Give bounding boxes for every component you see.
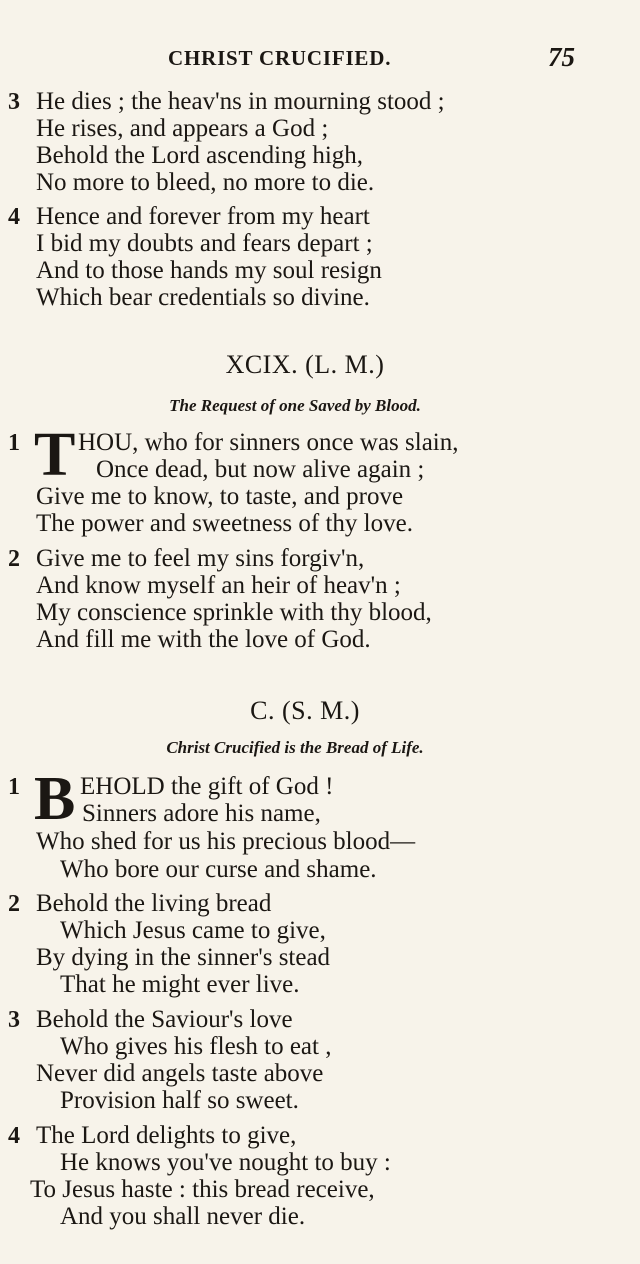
verse-number: 4 — [8, 1123, 20, 1149]
verse-line: By dying in the sinner's stead — [36, 944, 331, 971]
hymn-title: XCIX. (L. M.) — [225, 350, 385, 379]
verse-line: Behold the Saviour's love — [36, 1006, 293, 1033]
verse-number: 1 — [8, 774, 20, 800]
verse-line: Who gives his flesh to eat , — [60, 1033, 332, 1060]
verse-line: That he might ever live. — [60, 971, 300, 998]
verse-line: Which bear credentials so divine. — [36, 284, 370, 311]
verse-line: No more to bleed, no more to die. — [36, 169, 375, 196]
verse-line: HOU, who for sinners once was slain, — [78, 429, 459, 456]
verse-line: I bid my doubts and fears depart ; — [36, 230, 373, 257]
verse-line: He knows you've nought to buy : — [60, 1149, 391, 1176]
verse-line: Give me to know, to taste, and prove — [36, 483, 404, 510]
verse-line: Behold the Lord ascending high, — [36, 142, 364, 169]
verse-number: 3 — [8, 89, 20, 115]
verse-line: The power and sweetness of thy love. — [36, 510, 413, 537]
hymn-subtitle: The Request of one Saved by Blood. — [169, 396, 421, 415]
verse-line: Sinners adore his name, — [82, 800, 321, 827]
page-header — [0, 42, 640, 78]
verse-number: 3 — [8, 1007, 20, 1033]
verse-line: My conscience sprinkle with thy blood, — [36, 599, 432, 626]
drop-cap: T — [34, 421, 76, 489]
verse-line: Who bore our curse and shame. — [60, 856, 377, 883]
verse-line: He dies ; the heav'ns in mourning stood ; — [36, 88, 445, 115]
verse-line: Behold the living bread — [36, 890, 272, 917]
verse-line: He rises, and appears a God ; — [36, 115, 329, 142]
page-number: 75 — [548, 42, 575, 72]
running-title: CHRIST CRUCIFIED. — [168, 46, 392, 70]
verse-line: EHOLD the gift of God ! — [80, 773, 334, 800]
verse-line: Give me to feel my sins forgiv'n, — [36, 545, 365, 572]
verse-number: 1 — [8, 430, 20, 456]
verse-number: 4 — [8, 204, 20, 230]
verse-line: And know myself an heir of heav'n ; — [36, 572, 401, 599]
verse-line: Which Jesus came to give, — [60, 917, 326, 944]
verse-line: Provision half so sweet. — [60, 1087, 299, 1114]
verse-line: The Lord delights to give, — [36, 1122, 297, 1149]
drop-cap: B — [34, 765, 76, 833]
verse-line: And you shall never die. — [60, 1203, 306, 1230]
hymn-title: C. (S. M.) — [250, 696, 360, 725]
hymn-subtitle: Christ Crucified is the Bread of Life. — [166, 738, 424, 757]
verse-line: Hence and forever from my heart — [36, 203, 370, 230]
verse-line: Once dead, but now alive again ; — [96, 456, 425, 483]
verse-number: 2 — [8, 546, 20, 572]
verse-number: 2 — [8, 891, 20, 917]
verse-line: Never did angels taste above — [36, 1060, 324, 1087]
verse-line: And to those hands my soul resign — [36, 257, 382, 284]
verse-line: Who shed for us his precious blood— — [36, 828, 416, 855]
verse-line: And fill me with the love of God. — [36, 626, 371, 653]
verse-line: To Jesus haste : this bread receive, — [30, 1176, 375, 1203]
